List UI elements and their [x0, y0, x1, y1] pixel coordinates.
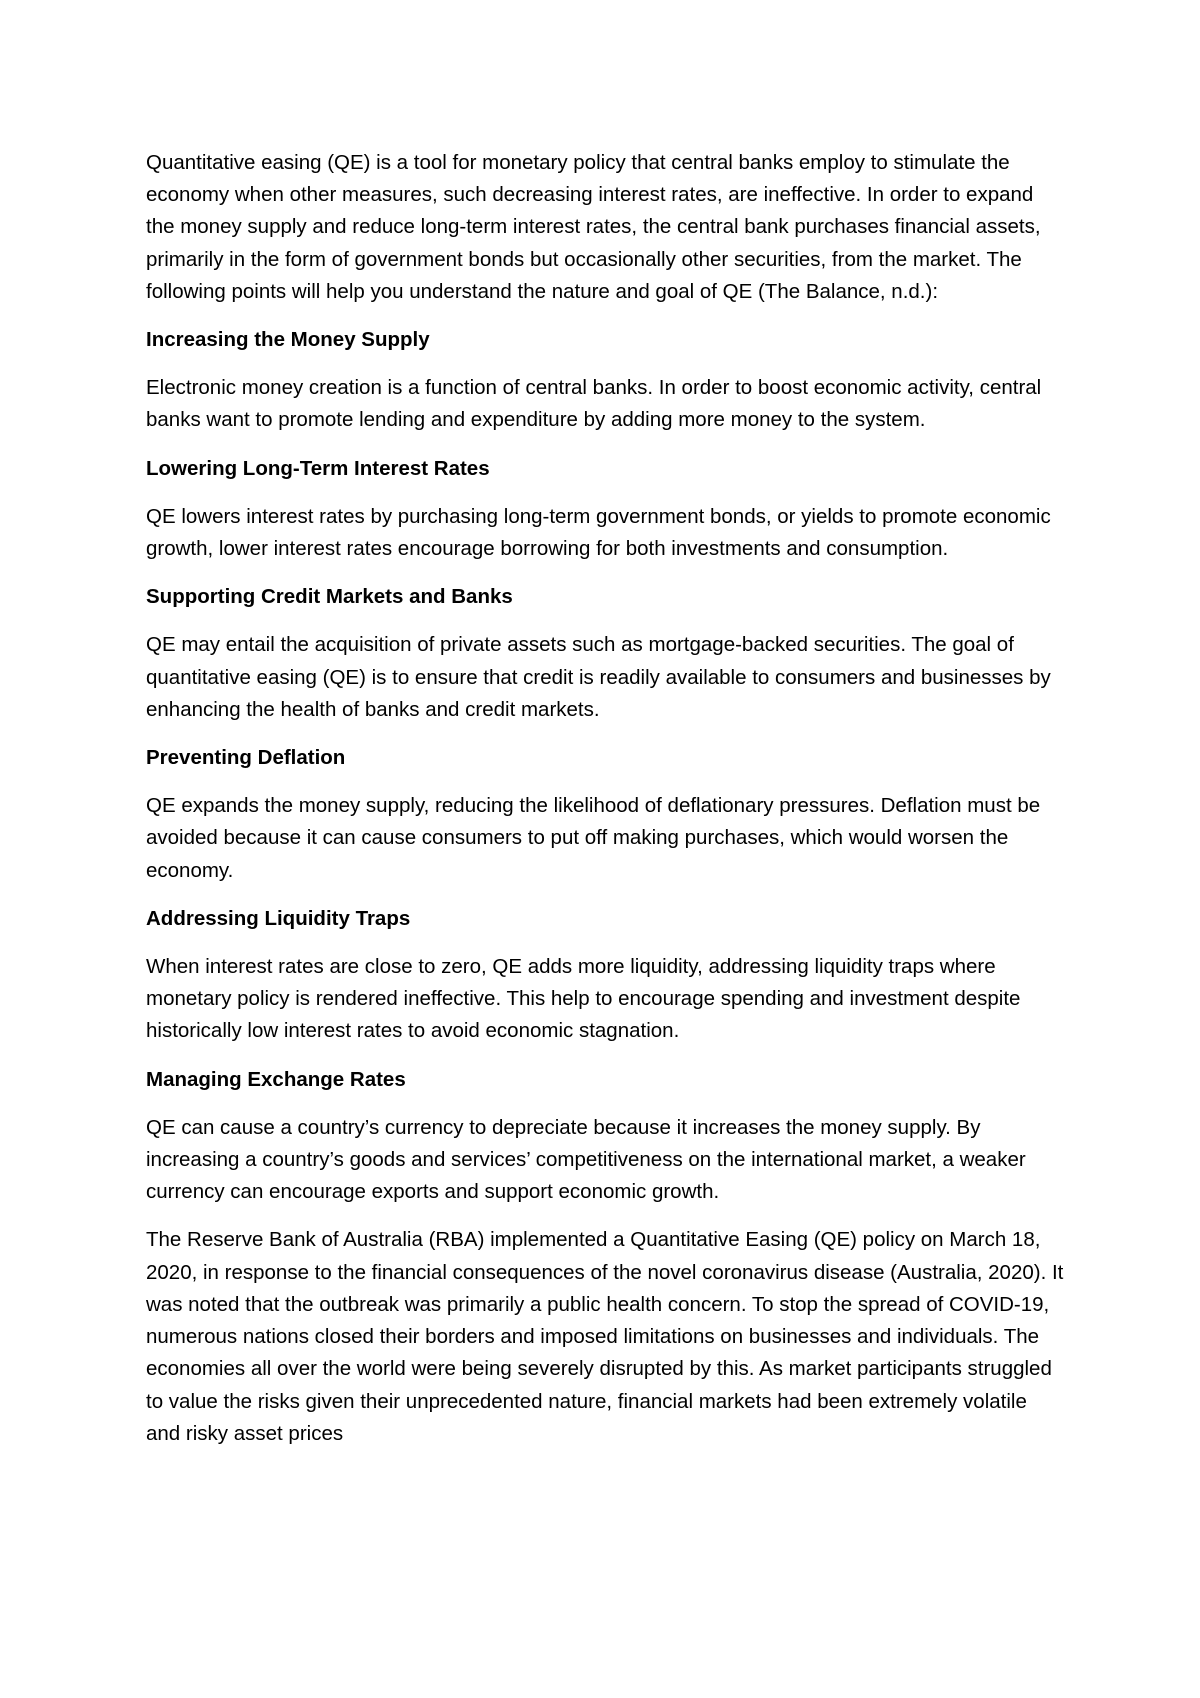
intro-paragraph: Quantitative easing (QE) is a tool for monetary policy that central banks employ to stimulate the economy when other measures, such decreasing interest rates, are ineffective. In order to expand the money supply and reduce long-term interest rates, the central bank purchases financial assets, primarily in the form of government bonds but occasionally other securities, from the market. The following points will help you understand the nature and goal of QE (The Balance, n.d.): — [146, 151, 1041, 303]
section-heading-exchange-rates: Managing Exchange Rates — [146, 1067, 406, 1091]
section-body-long-term-rates: QE lowers interest rates by purchasing long-term government bonds, or yields to promote economic growth, lower interest rates encourage borrowing for both investments and consumption. — [146, 504, 1051, 561]
section-heading-long-term-rates: Lowering Long-Term Interest Rates — [146, 456, 490, 480]
section-body-deflation: QE expands the money supply, reducing the likelihood of deflationary pressures. Deflation must be avoided because it can cause consumers to put off making purchases, which would worsen the economy. — [146, 794, 1041, 882]
document-body — [146, 147, 1066, 1466]
section-heading-liquidity-traps: Addressing Liquidity Traps — [146, 906, 411, 930]
section-heading-money-supply: Increasing the Money Supply — [146, 328, 430, 352]
section-body-credit-markets: QE may entail the acquisition of private assets such as mortgage-backed securities. The goal of quantitative easing (QE) is to ensure that credit is readily available to consumers and businesses by enhancing the health of banks and credit markets. — [146, 633, 1051, 721]
closing-paragraph: The Reserve Bank of Australia (RBA) implemented a Quantitative Easing (QE) policy on March 18, 2020, in response to the financial consequences of the novel coronavirus disease (Australia, 2020). It was noted that the outbreak was primarily a public health concern. To stop the spread of COVID-19, numerous nations closed their borders and imposed limitations on businesses and individuals. The economies all over the world were being severely disrupted by this. As market participants struggled to value the risks given their unprecedented nature, financial markets had been extremely volatile and risky asset prices — [146, 1228, 1064, 1445]
section-heading-credit-markets: Supporting Credit Markets and Banks — [146, 585, 513, 609]
section-body-exchange-rates: QE can cause a country’s currency to depreciate because it increases the money supply. By increasing a country’s goods and services’ competitiveness on the international market, a weaker currency can encourage exports and support economic growth. — [146, 1115, 1026, 1204]
section-body-liquidity-traps: When interest rates are close to zero, QE adds more liquidity, addressing liquidity traps where monetary policy is rendered ineffective. This help to encourage spending and investment despite historically low interest rates to avoid economic stagnation. — [146, 955, 1021, 1043]
section-body-money-supply: Electronic money creation is a function of central banks. In order to boost economic activity, central banks want to promote lending and expenditure by adding more money to the system. — [146, 376, 1042, 432]
section-heading-deflation: Preventing Deflation — [146, 746, 346, 770]
